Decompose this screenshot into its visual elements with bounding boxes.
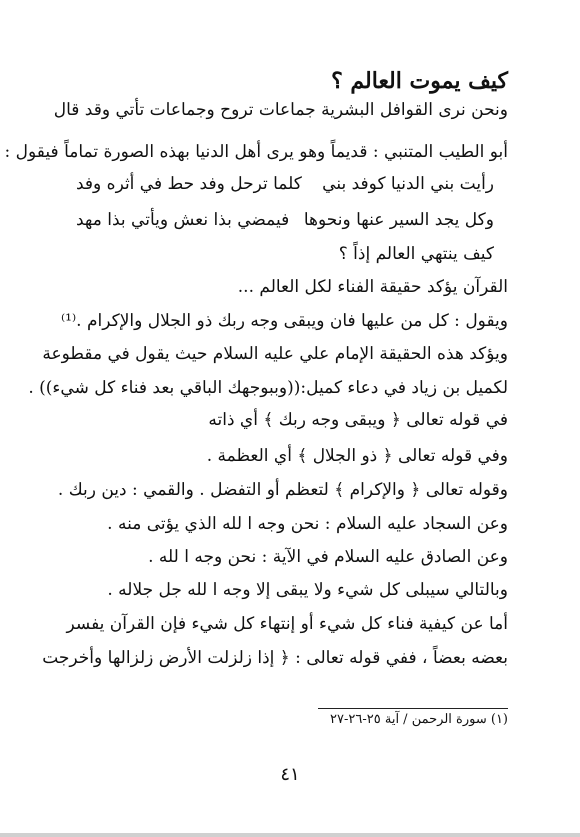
text-line: ويقول : كل من عليها فان ويبقى وجه ربك ذو الجلال والإكرام .⁽¹⁾ — [60, 311, 508, 331]
scan-edge — [0, 833, 580, 837]
text-line: بعضه بعضاً ، ففي قوله تعالى : ﴿ إذا زلزلت الأرض زلزالها وأخرجت — [42, 648, 508, 668]
text-line: لكميل بن زياد في دعاء كميل:((وببوجهك الباقي بعد فناء كل شيء)) . — [28, 378, 508, 398]
text-line: كيف ينتهي العالم إذاً ؟ — [338, 244, 494, 264]
text-line: وفي قوله تعالى ﴿ ذو الجلال ﴾ أي العظمة . — [206, 446, 508, 466]
footnote-divider — [318, 708, 508, 709]
text-line: أبو الطيب المتنبي : قديماً وهو يرى أهل الدنيا بهذه الصورة تماماً فيقول : — [4, 142, 508, 162]
poem-verse-left: فيمضي بذا نعش ويأتي بذا مهد — [76, 210, 290, 230]
text-line: أما عن كيفية فناء كل شيء أو إنتهاء كل شيء فإن القرآن يفسر — [66, 614, 508, 634]
page-number: ٤١ — [280, 764, 300, 785]
footnote: (١) سورة الرحمن / آية ٢٥-٢٦-٢٧ — [330, 712, 508, 727]
text-line: ونحن نرى القوافل البشرية جماعات تروح وجماعات تأتي وقد قال — [53, 100, 508, 120]
text-line: وعن السجاد عليه السلام : نحن وجه ا لله الذي يؤتى منه . — [107, 514, 508, 534]
poem-verse-right: رأيت بني الدنيا كوفد بني — [322, 174, 494, 194]
text-line: وقوله تعالى ﴿ والإكرام ﴾ لتعظم أو التفضل . والقمي : دين ربك . — [57, 480, 508, 500]
poem-verse-left: كلما ترحل وفد حط في أثره وفد — [76, 174, 302, 194]
text-line: ويؤكد هذه الحقيقة الإمام علي عليه السلام حيث يقول في مقطوعة — [42, 344, 508, 364]
text-line: في قوله تعالى ﴿ ويبقى وجه ربك ﴾ أي ذاته — [208, 410, 508, 430]
poem-verse-right: وكل يجد السير عنها ونحوها — [303, 210, 494, 230]
chapter-title: كيف يموت العالم ؟ — [331, 68, 508, 94]
text-line: القرآن يؤكد حقيقة الفناء لكل العالم ... — [237, 277, 508, 297]
text-line: وبالتالي سيبلى كل شيء ولا يبقى إلا وجه ا لله جل جلاله . — [107, 580, 508, 600]
text-line: وعن الصادق عليه السلام في الآية : نحن وجه ا لله . — [148, 547, 508, 567]
